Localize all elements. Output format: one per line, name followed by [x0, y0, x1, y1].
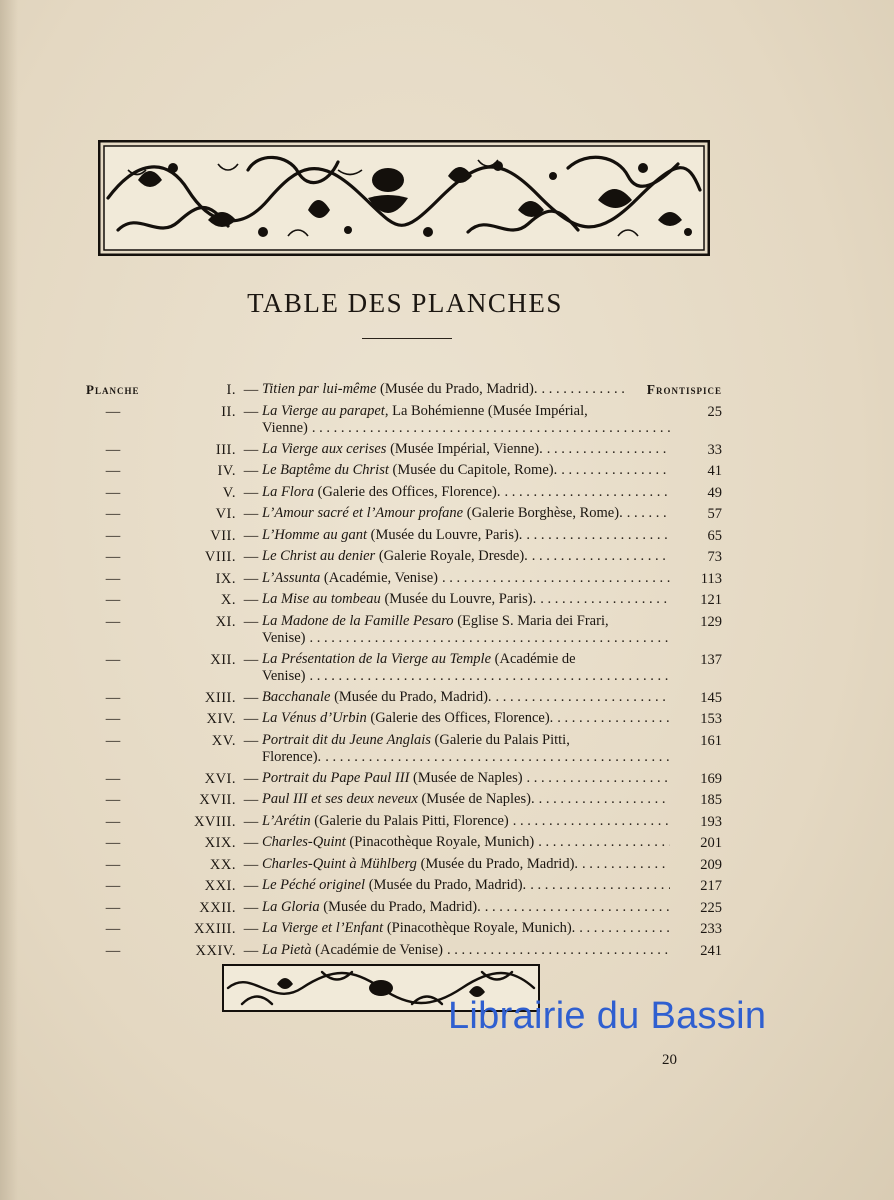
- plate-location-continued: Vienne): [262, 420, 308, 436]
- separator-dash: —: [243, 921, 259, 937]
- dot-leader: [547, 441, 670, 459]
- plate-label-cell: [86, 876, 168, 897]
- page-reference: 185: [700, 792, 722, 808]
- plate-title: Portrait dit du Jeune Anglais: [262, 731, 431, 748]
- dot-leader: [527, 770, 670, 788]
- page-reference: 73: [707, 549, 722, 565]
- dot-leader: [530, 877, 670, 895]
- toc-row: [86, 769, 722, 791]
- page-reference: 241: [700, 942, 722, 959]
- dot-leader: [540, 591, 670, 609]
- plate-location: (Musée du Capitole, Rome).: [388, 462, 558, 478]
- dot-leader: [526, 527, 670, 545]
- page-reference: 41: [707, 463, 722, 479]
- toc-row: [86, 569, 722, 591]
- toc-row: [86, 709, 722, 731]
- page-reference: 145: [700, 689, 722, 706]
- plate-location: (Musée de Naples): [409, 769, 523, 786]
- dot-leader: [442, 570, 670, 588]
- toc-row: [86, 547, 722, 569]
- toc-row: [86, 461, 722, 483]
- plate-numeral: IX.: [215, 570, 236, 587]
- plate-location: (Galerie du Palais Pitti, Florence): [310, 812, 509, 829]
- ditto-dash: —: [105, 463, 121, 479]
- page-reference: 225: [700, 899, 722, 916]
- dot-leader: [538, 834, 670, 852]
- ditto-dash: —: [105, 711, 121, 727]
- plate-location: (Musée du Prado, Madrid).: [319, 898, 481, 915]
- separator-dash: —: [243, 463, 259, 479]
- plate-title: La Vénus d’Urbin: [262, 710, 367, 726]
- ditto-dash: —: [105, 441, 121, 458]
- page-reference: 217: [700, 878, 722, 894]
- plate-location: (Galerie des Offices, Florence).: [313, 483, 501, 500]
- plate-title: L’Arétin: [262, 812, 311, 829]
- dot-leader: [447, 942, 670, 960]
- plate-title: La Gloria: [262, 898, 320, 915]
- plate-numeral: V.: [222, 484, 236, 501]
- ditto-dash: —: [105, 506, 121, 522]
- plate-label-cell: [86, 731, 168, 752]
- ditto-dash: —: [105, 527, 121, 544]
- plate-numeral: X.: [220, 592, 236, 608]
- ditto-dash: —: [105, 403, 121, 420]
- separator-dash: —: [243, 942, 259, 959]
- plate-location: (Musée du Prado, Madrid).: [416, 855, 579, 872]
- plate-location: (Musée du Louvre, Paris).: [380, 591, 537, 607]
- plate-label-cell: [86, 547, 168, 568]
- plate-numeral: XXIV.: [195, 942, 236, 959]
- dot-leader: [627, 505, 670, 523]
- dot-leader: [579, 920, 670, 938]
- separator-dash: —: [243, 899, 259, 916]
- separator-dash: —: [243, 689, 259, 706]
- dot-leader: [325, 749, 670, 767]
- plate-numeral: XXIII.: [193, 921, 236, 937]
- toc-row: [86, 688, 722, 710]
- plate-location: (Académie de: [491, 650, 576, 667]
- plate-label-cell: [86, 812, 168, 833]
- separator-dash: —: [243, 813, 259, 830]
- plate-numeral: XVI.: [204, 770, 236, 787]
- dot-leader: [310, 630, 671, 648]
- plate-label-cell: [86, 898, 168, 919]
- toc-row: [86, 504, 722, 526]
- ditto-dash: —: [105, 835, 121, 851]
- page-reference: 25: [707, 403, 722, 420]
- plate-title: Charles-Quint à Mühlberg: [262, 855, 417, 872]
- plate-location-continued: Venise): [262, 668, 306, 684]
- plate-title: Le Péché originel: [262, 877, 366, 893]
- ditto-dash: —: [105, 732, 121, 749]
- plate-numeral: VIII.: [204, 549, 236, 565]
- watermark: Librairie du Bassin: [448, 995, 767, 1037]
- separator-dash: —: [243, 527, 259, 544]
- ditto-dash: —: [105, 613, 121, 630]
- plate-label-cell: [86, 790, 168, 811]
- plate-location: (Musée du Prado, Madrid).: [365, 877, 527, 893]
- dot-leader: [310, 668, 671, 686]
- plate-location: (Musée du Louvre, Paris).: [366, 526, 523, 543]
- ditto-dash: —: [105, 592, 121, 608]
- separator-dash: —: [243, 441, 259, 458]
- ditto-dash: —: [105, 689, 121, 706]
- page-reference: Frontispice: [646, 382, 722, 397]
- header-ornament: [98, 140, 710, 256]
- separator-dash: —: [243, 382, 259, 398]
- plate-label-cell: [86, 526, 168, 547]
- plate-title: Portrait du Pape Paul III: [262, 769, 410, 786]
- plate-title: Paul III et ses deux neveux: [262, 791, 418, 807]
- ditto-dash: —: [105, 899, 121, 916]
- page-reference: 33: [707, 441, 722, 458]
- plate-numeral: XX.: [209, 856, 236, 873]
- plate-label-cell: [86, 833, 168, 854]
- plate-label-cell: [86, 504, 168, 525]
- page-reference: 137: [700, 651, 722, 668]
- separator-dash: —: [243, 878, 259, 894]
- plate-numeral: XIII.: [204, 689, 236, 706]
- page-reference: 153: [700, 711, 722, 727]
- toc-row: [86, 612, 722, 650]
- plate-location: (Musée Impérial, Vienne).: [386, 440, 543, 457]
- title-underline: [362, 338, 452, 339]
- dot-leader: [582, 856, 670, 874]
- plate-numeral: XVIII.: [193, 813, 236, 830]
- plate-label-cell: [86, 941, 168, 962]
- plate-label-cell: [86, 483, 168, 504]
- plate-numeral: XVII.: [199, 792, 236, 808]
- separator-dash: —: [243, 403, 259, 420]
- plate-location: (Galerie du Palais Pitti,: [430, 731, 570, 748]
- toc-row: [86, 590, 722, 612]
- dot-leader: [485, 899, 670, 917]
- page-reference: 161: [700, 732, 722, 749]
- plate-numeral: VII.: [210, 527, 236, 544]
- page-edge-shadow: [0, 0, 18, 1200]
- separator-dash: —: [243, 570, 259, 587]
- toc-row: [86, 380, 722, 402]
- page-number: 20: [662, 1052, 677, 1068]
- page-reference: 233: [700, 921, 722, 937]
- page-reference: 121: [700, 592, 722, 608]
- plate-title: La Madone de la Famille Pesaro: [262, 612, 454, 629]
- plate-label-cell: [86, 440, 168, 461]
- toc-row: [86, 941, 722, 963]
- plate-title: Bacchanale: [262, 688, 331, 705]
- dot-leader: [557, 710, 670, 728]
- plate-label-cell: [86, 688, 168, 709]
- plate-label: Planche: [86, 382, 140, 397]
- toc-row: [86, 898, 722, 920]
- plate-numeral: XI.: [215, 613, 236, 630]
- ditto-dash: —: [105, 549, 121, 565]
- separator-dash: —: [243, 484, 259, 501]
- ditto-dash: —: [105, 921, 121, 937]
- plate-title: La Présentation de la Vierge au Temple: [262, 650, 492, 667]
- page-reference: 129: [700, 613, 722, 630]
- plate-location: (Galerie Royale, Dresde).: [375, 548, 528, 564]
- dot-leader: [541, 381, 626, 399]
- separator-dash: —: [243, 835, 259, 851]
- plate-label-cell: [86, 612, 168, 633]
- plate-numeral: XIX.: [204, 835, 236, 851]
- dot-leader: [532, 548, 670, 566]
- separator-dash: —: [243, 592, 259, 608]
- plate-location-continued: Florence).: [262, 749, 322, 765]
- plate-location: , La Bohémienne (Musée Impérial,: [384, 402, 588, 419]
- plate-title: L’Homme au gant: [262, 526, 367, 543]
- page-reference: 193: [700, 813, 722, 830]
- dot-leader: [561, 462, 670, 480]
- plate-label-cell: [86, 461, 168, 482]
- separator-dash: —: [243, 732, 259, 749]
- page-reference: 57: [707, 506, 722, 522]
- page-title: TABLE DES PLANCHES: [247, 288, 563, 318]
- page-reference: 113: [700, 570, 722, 587]
- toc-row: [86, 650, 722, 688]
- ditto-dash: —: [105, 942, 121, 959]
- separator-dash: —: [243, 651, 259, 668]
- plate-title: L’Amour sacré et l’Amour profane: [262, 505, 464, 521]
- plate-location: (Musée de Naples).: [417, 791, 535, 807]
- toc-row: [86, 402, 722, 440]
- ditto-dash: —: [105, 792, 121, 808]
- toc-row: [86, 812, 722, 834]
- plate-label-cell: [86, 569, 168, 590]
- plate-label-cell: [86, 380, 168, 401]
- toc-row: [86, 876, 722, 898]
- dot-leader: [312, 420, 670, 438]
- separator-dash: —: [243, 549, 259, 565]
- plate-location: (Galerie des Offices, Florence).: [366, 710, 554, 726]
- plate-title: Charles-Quint: [262, 834, 346, 850]
- dot-leader: [513, 813, 670, 831]
- plate-location: (Pinacothèque Royale, Munich).: [383, 920, 576, 936]
- page-reference: 209: [700, 856, 722, 873]
- plate-numeral: XXI.: [204, 878, 236, 894]
- plate-title: Le Christ au denier: [262, 548, 376, 564]
- plate-title: La Mise au tombeau: [262, 591, 381, 607]
- plate-location: (Pinacothèque Royale, Munich): [345, 834, 535, 850]
- separator-dash: —: [243, 792, 259, 808]
- plate-numeral: XIV.: [206, 711, 236, 727]
- plate-numeral: IV.: [217, 463, 236, 479]
- plate-numeral: VI.: [215, 506, 236, 522]
- plate-title: La Vierge et l’Enfant: [262, 920, 384, 936]
- page-reference: 169: [700, 770, 722, 787]
- plate-location: (Musée du Prado, Madrid).: [376, 381, 538, 397]
- toc-row: [86, 526, 722, 548]
- plate-numeral: II.: [221, 403, 236, 420]
- ditto-dash: —: [105, 570, 121, 587]
- toc-row: [86, 855, 722, 877]
- plate-location: (Académie de Venise): [311, 941, 443, 958]
- plate-numeral: XXII.: [199, 899, 236, 916]
- ditto-dash: —: [105, 878, 121, 894]
- dot-leader: [496, 689, 670, 707]
- plate-title: La Pietà: [262, 941, 312, 958]
- plate-numeral: XII.: [210, 651, 236, 668]
- plate-location: (Galerie Borghèse, Rome).: [463, 505, 623, 521]
- toc-row: [86, 440, 722, 462]
- plate-label-cell: [86, 769, 168, 790]
- toc-row: [86, 919, 722, 941]
- plate-title: La Flora: [262, 483, 314, 500]
- separator-dash: —: [243, 770, 259, 787]
- dot-leader: [505, 484, 670, 502]
- page-reference: 49: [707, 484, 722, 501]
- ditto-dash: —: [105, 651, 121, 668]
- plate-location: (Musée du Prado, Madrid).: [330, 688, 492, 705]
- plate-title: Titien par lui-même: [262, 381, 377, 397]
- toc-row: [86, 833, 722, 855]
- plate-label-cell: [86, 709, 168, 730]
- dot-leader: [539, 791, 670, 809]
- plate-location: (Eglise S. Maria dei Frari,: [453, 612, 609, 629]
- page-reference: 65: [707, 527, 722, 544]
- plate-numeral: I.: [226, 382, 236, 398]
- plate-title: La Vierge aux cerises: [262, 440, 387, 457]
- plate-label-cell: [86, 650, 168, 671]
- plate-label-cell: [86, 855, 168, 876]
- ditto-dash: —: [105, 484, 121, 501]
- page-reference: 201: [700, 835, 722, 851]
- plate-label-cell: [86, 919, 168, 940]
- plate-title: La Vierge au parapet: [262, 402, 385, 419]
- separator-dash: —: [243, 711, 259, 727]
- toc-row: [86, 731, 722, 769]
- separator-dash: —: [243, 856, 259, 873]
- plate-numeral: XV.: [211, 732, 236, 749]
- ditto-dash: —: [105, 770, 121, 787]
- toc-row: [86, 790, 722, 812]
- plate-title: Le Baptême du Christ: [262, 462, 389, 478]
- plate-location: (Académie, Venise): [320, 569, 438, 586]
- plate-title: L’Assunta: [262, 569, 321, 586]
- separator-dash: —: [243, 613, 259, 630]
- toc-row: [86, 483, 722, 505]
- plate-numeral: III.: [215, 441, 236, 458]
- plate-label-cell: [86, 402, 168, 423]
- plate-label-cell: [86, 590, 168, 611]
- table-of-plates: [86, 380, 722, 962]
- separator-dash: —: [243, 506, 259, 522]
- ditto-dash: —: [105, 813, 121, 830]
- ditto-dash: —: [105, 856, 121, 873]
- plate-location-continued: Venise): [262, 630, 306, 646]
